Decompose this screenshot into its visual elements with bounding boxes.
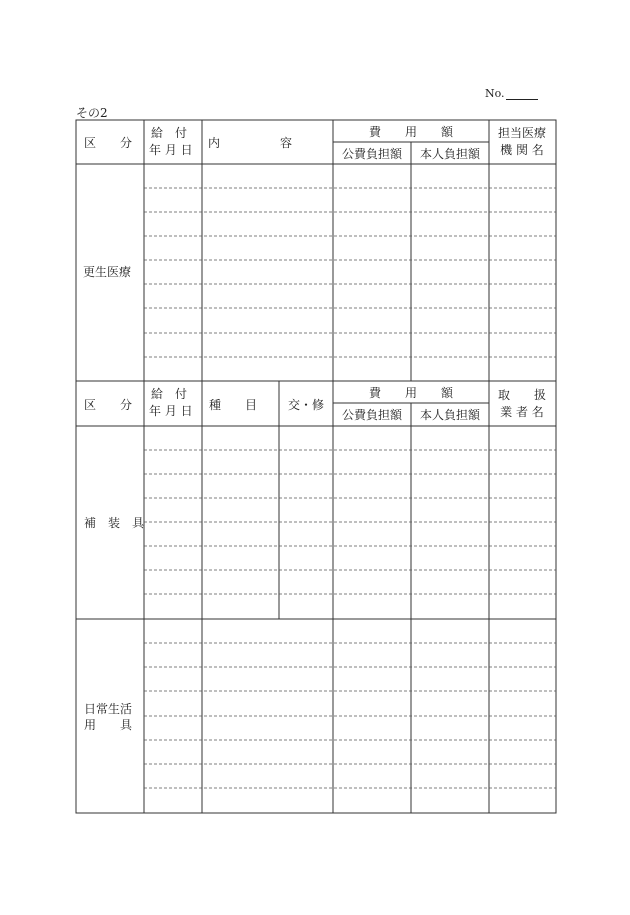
category-header-2: 区 分 (84, 398, 133, 412)
institution-header-line2: 機 関 名 (500, 143, 544, 157)
category-header: 区 分 (84, 136, 133, 150)
category-prosthetics: 補 装 具 (84, 516, 145, 530)
content-header: 内 容 (208, 136, 293, 150)
category-rehabilitation-medical: 更生医療 (83, 265, 132, 279)
vendor-header-line2: 業 者 名 (500, 405, 544, 419)
institution-header-line1: 担当医療 (497, 126, 547, 140)
entry-row-separators (144, 188, 556, 788)
personal-burden-header: 本人負担額 (419, 147, 481, 161)
exchange-repair-header: 交・修 (287, 398, 325, 412)
sheet-label: その2 (76, 106, 108, 120)
public-burden-header-2: 公費負担額 (341, 408, 403, 422)
page-number-label: No. (485, 87, 505, 100)
form-frame (76, 120, 556, 813)
item-type-header: 種 目 (209, 398, 258, 412)
personal-burden-header-2: 本人負担額 (419, 408, 481, 422)
date-header-2-line1: 給 付 (151, 387, 188, 401)
vendor-header-line1: 取 扱 (497, 388, 547, 402)
date-header-2-line2: 年 月 日 (149, 404, 193, 418)
cost-header-2: 費 用 額 (368, 386, 454, 400)
category-daily-living-line2: 用 具 (84, 718, 133, 732)
date-header-line2: 年 月 日 (149, 143, 193, 157)
cost-header: 費 用 額 (368, 125, 454, 139)
date-header-line1: 給 付 (151, 126, 188, 140)
public-burden-header: 公費負担額 (341, 147, 403, 161)
category-daily-living-line1: 日常生活 (84, 702, 133, 716)
